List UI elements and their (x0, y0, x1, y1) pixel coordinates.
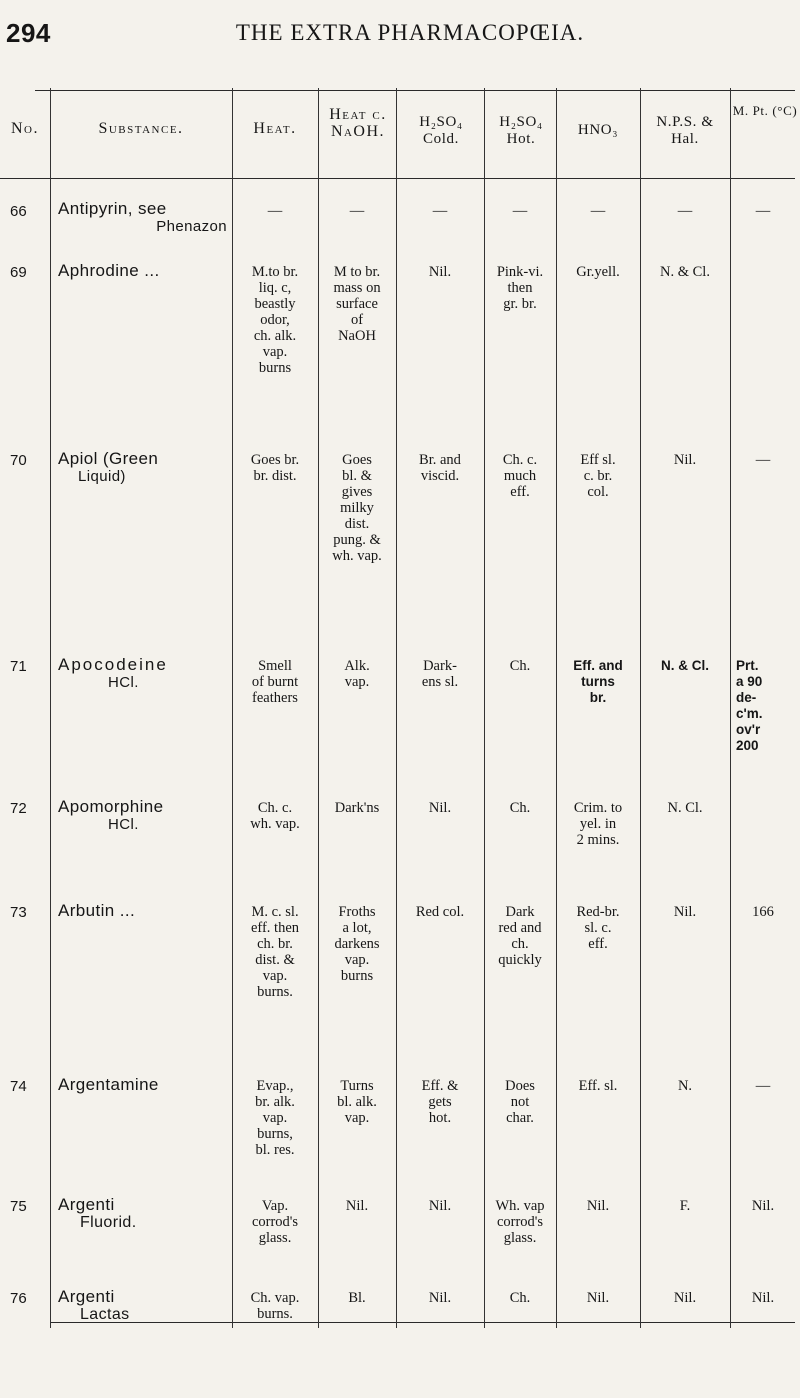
substance-name (58, 262, 233, 280)
hno3-cell: Nil. (586, 1198, 610, 1214)
h2so4-hot-cell: Ch. (509, 1290, 531, 1306)
row-number: 72 (10, 800, 27, 817)
substance-line: Phenazon (156, 218, 227, 235)
row-number: 73 (10, 904, 27, 921)
heat-naoh-cell: — (349, 203, 365, 219)
heat-naoh-cell: M to br. mass on surface of NaOH (333, 264, 381, 344)
substance-line: Liquid) (78, 468, 126, 485)
heat-cell: Smell of burnt feathers (251, 658, 299, 706)
h2so4-cold-cell: Nil. (428, 1290, 452, 1306)
mpt-cell: — (755, 1078, 771, 1094)
substance-line: Apiol (Green (58, 449, 159, 468)
h2so4-hot-cell: Ch. (509, 800, 531, 816)
h2so4-cold-cell: Dark- ens sl. (421, 658, 459, 690)
substance-name (58, 1196, 233, 1232)
h2so4-hot-cell: Wh. vap corrod's glass. (495, 1198, 545, 1246)
hno3-cell: Eff. sl. (578, 1078, 618, 1094)
substance-line: Argenti (58, 1287, 115, 1306)
header-nps-hal: N.P.S. & Hal. (656, 114, 714, 147)
substance-name (58, 450, 233, 486)
header-bottom-rule (0, 178, 795, 179)
substance-line: Apocodeine (58, 655, 168, 674)
substance-name (58, 798, 233, 834)
substance-line: Argentamine (58, 1075, 159, 1094)
nps-hal-cell: Nil. (673, 1290, 697, 1306)
hno3-cell: Crim. to yel. in 2 mins. (573, 800, 623, 848)
substance-line: Lactas (80, 1306, 130, 1323)
h2so4-cold-cell: Red col. (415, 904, 465, 920)
row-number: 66 (10, 203, 27, 220)
nps-hal-cell: F. (679, 1198, 691, 1214)
h2so4-hot-cell: Does not char. (505, 1078, 535, 1126)
substance-line: Fluorid. (80, 1214, 137, 1231)
h2so4-cold-cell: Br. and viscid. (419, 452, 461, 484)
substance-line: HCl. (108, 674, 139, 691)
column-rule (50, 88, 51, 1328)
h2so4-hot-cell: Dark red and ch. quickly (498, 904, 542, 968)
heat-cell: — (267, 203, 283, 219)
row-number: 75 (10, 1198, 27, 1215)
running-title: THE EXTRA PHARMACOPŒIA. (235, 20, 585, 45)
header-h2so4-hot: H₂SO₄ Hot. (499, 114, 543, 147)
heat-cell: M.to br. liq. c, beastly odor, ch. alk. vap. burns (251, 264, 299, 376)
substance-line: HCl. (108, 816, 139, 833)
heat-cell: Vap. corrod's glass. (251, 1198, 299, 1246)
hno3-cell: — (590, 203, 606, 219)
row-number: 71 (10, 658, 27, 675)
heat-cell: Evap., br. alk. vap. burns, bl. res. (255, 1078, 295, 1158)
header-hno3: HNO₃ (577, 122, 619, 138)
header-heat-naoh: Heat c. NaOH. (329, 106, 387, 140)
row-number: 69 (10, 264, 27, 281)
substance-line: Argenti (58, 1195, 115, 1214)
row-number: 76 (10, 1290, 27, 1307)
header-substance: Substance. (98, 120, 184, 137)
h2so4-cold-cell: Nil. (428, 264, 452, 280)
h2so4-hot-cell: Ch. (509, 658, 531, 674)
mpt-cell: Nil. (751, 1198, 775, 1214)
nps-hal-cell: — (677, 203, 693, 219)
h2so4-hot-cell: Pink-vi. then gr. br. (496, 264, 544, 312)
header-no: No. (11, 120, 39, 137)
hno3-cell: Gr.yell. (576, 264, 620, 280)
heat-cell: Goes br. br. dist. (250, 452, 300, 484)
nps-hal-cell: N. & Cl. (660, 658, 709, 673)
hno3-cell: Nil. (586, 1290, 610, 1306)
substance-line: Aphrodine ... (58, 261, 160, 280)
substance-name (58, 656, 233, 692)
hno3-cell: Eff. and turns br. (573, 658, 623, 705)
h2so4-cold-cell: — (432, 203, 448, 219)
h2so4-hot-cell: Ch. c. much eff. (502, 452, 538, 500)
heat-naoh-cell: Alk. vap. (344, 658, 370, 690)
h2so4-hot-cell: — (512, 203, 528, 219)
heat-naoh-cell: Goes bl. & gives milky dist. pung. & wh. vap. (332, 452, 382, 564)
table-top-rule (35, 90, 795, 91)
heat-naoh-cell: Turns bl. alk. vap. (337, 1078, 377, 1126)
h2so4-cold-cell: Eff. & gets hot. (421, 1078, 459, 1126)
substance-name (58, 200, 233, 236)
row-number: 70 (10, 452, 27, 469)
heat-cell: M. c. sl. eff. then ch. br. dist. & vap. burns. (250, 904, 300, 1000)
h2so4-cold-cell: Nil. (428, 1198, 452, 1214)
mpt-cell: Prt. a 90 de- c'm. ov'r 200 (736, 658, 763, 753)
heat-naoh-cell: Dark'ns (334, 800, 380, 816)
header-heat: Heat. (253, 120, 297, 137)
nps-hal-cell: N. (677, 1078, 693, 1094)
substance-line: Arbutin ... (58, 901, 136, 920)
nps-hal-cell: Nil. (673, 452, 697, 468)
heat-cell: Ch. vap. burns. (250, 1290, 300, 1322)
header-mpt: M. Pt. (°C) (732, 103, 798, 118)
page-number: 294 (6, 18, 51, 48)
heat-naoh-cell: Bl. (348, 1290, 366, 1306)
substance-name (58, 902, 233, 920)
nps-hal-cell: N. Cl. (667, 800, 703, 816)
row-number: 74 (10, 1078, 27, 1095)
mpt-cell: 166 (752, 904, 774, 920)
heat-cell: Ch. c. wh. vap. (250, 800, 300, 832)
mpt-cell: — (755, 203, 771, 219)
h2so4-cold-cell: Nil. (428, 800, 452, 816)
hno3-cell: Red-br. sl. c. eff. (576, 904, 620, 952)
hno3-cell: Eff sl. c. br. col. (580, 452, 616, 500)
heat-naoh-cell: Froths a lot, darkens vap. burns (334, 904, 380, 984)
header-h2so4-cold: H₂SO₄ Cold. (419, 114, 463, 147)
substance-line: Antipyrin, see (58, 199, 167, 218)
nps-hal-cell: N. & Cl. (660, 264, 710, 280)
substance-line: Apomorphine (58, 797, 164, 816)
heat-naoh-cell: Nil. (345, 1198, 369, 1214)
mpt-cell: Nil. (751, 1290, 775, 1306)
substance-name (58, 1288, 233, 1324)
nps-hal-cell: Nil. (673, 904, 697, 920)
mpt-cell: — (755, 452, 771, 468)
substance-name (58, 1076, 233, 1094)
